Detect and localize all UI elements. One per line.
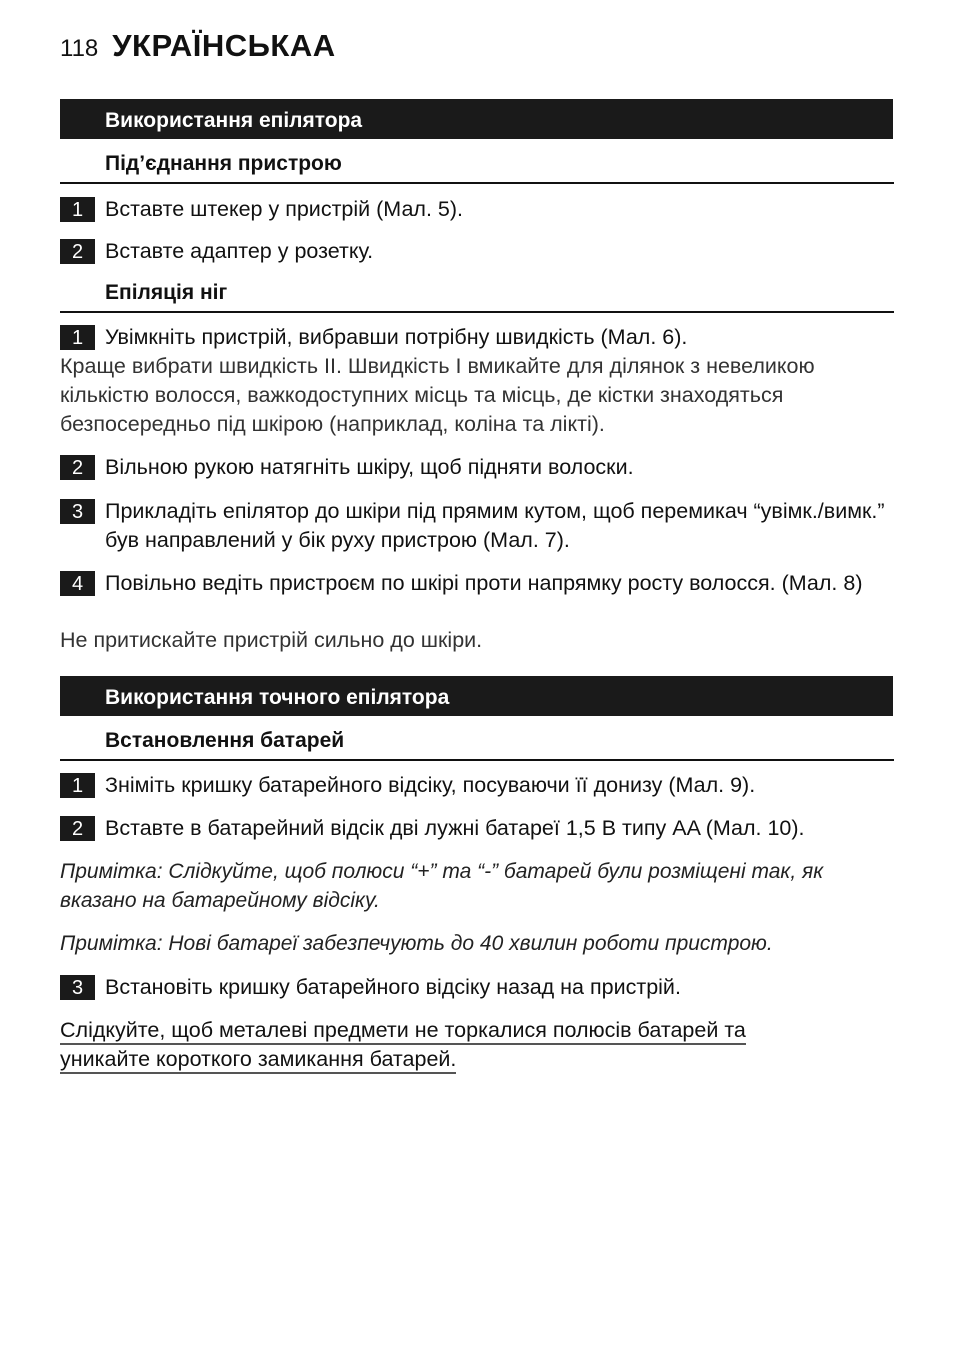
step-battery-1 (60, 771, 894, 800)
step-number: 2 (60, 455, 95, 480)
page-header (60, 28, 336, 64)
subheading-leg-epilation: Епіляція ніг (60, 273, 894, 313)
step-number: 1 (60, 773, 95, 798)
battery-warning (60, 1016, 820, 1074)
step-text: Вставте адаптер у розетку. (105, 239, 374, 263)
subheading-connecting: Під’єднання пристрою (60, 144, 894, 184)
section-bar-epilator: Використання епілятора (60, 99, 893, 139)
step-leg-3 (60, 497, 894, 555)
step-leg-1 (60, 323, 894, 352)
step-connect-1 (60, 195, 894, 224)
speed-advice-paragraph: Краще вибрати швидкість II. Швидкість I вмикайте для ділянок з невеликою кількістю волосся, важкодоступних місць та місць, де кістки знаходяться безпосередньо під шкірою (наприклад, коліна та лікті). (60, 354, 815, 436)
battery-warning-text: Слідкуйте, щоб металеві предмети не торкалися полюсів батарей та уникайте короткого замикання батарей. (60, 1018, 746, 1074)
step-battery-3 (60, 973, 894, 1002)
step-text: Увімкніть пристрій, вибравши потрібну швидкість (Мал. 6). (105, 325, 688, 349)
step-number: 2 (60, 239, 95, 264)
document-title: УКРАЇНСЬКАА (112, 28, 336, 63)
step-text: Зніміть кришку батарейного відсіку, посуваючи її донизу (Мал. 9). (105, 773, 756, 797)
step-connect-2 (60, 237, 894, 266)
step-number: 2 (60, 816, 95, 841)
step-text: Прикладіть епілятор до шкіри під прямим кутом, щоб перемикач “увімк./вимк.” був направлений у бік руху пристрою (Мал. 7). (105, 499, 885, 552)
step-text: Вставте в батарейний відсік дві лужні батареї 1,5 В типу AA (Мал. 10). (105, 816, 805, 840)
pressure-advice-paragraph: Не притискайте пристрій сильно до шкіри. (60, 628, 483, 652)
page-number: 118 (60, 35, 99, 62)
step-text: Вільною рукою натягніть шкіру, щоб підняти волоски. (105, 455, 634, 479)
note-polarity: Примітка: Слідкуйте, щоб полюси “+” та “-” батарей були розміщені так, як вказано на батарейному відсіку. (60, 860, 824, 912)
step-battery-2 (60, 814, 894, 843)
note-battery-life: Примітка: Нові батареї забезпечують до 40 хвилин роботи пристрою. (60, 932, 773, 955)
step-text: Повільно ведіть пристроєм по шкірі проти напрямку росту волосся. (Мал. 8) (105, 571, 863, 595)
step-number: 3 (60, 975, 95, 1000)
step-number: 3 (60, 499, 95, 524)
section-bar-precision-epilator: Використання точного епілятора (60, 676, 893, 716)
subheading-batteries: Встановлення батарей (60, 721, 894, 761)
step-leg-4 (60, 569, 894, 598)
step-number: 4 (60, 571, 95, 596)
step-number: 1 (60, 325, 95, 350)
step-text: Встановіть кришку батарейного відсіку назад на пристрій. (105, 975, 681, 999)
step-leg-2 (60, 453, 894, 482)
step-text: Вставте штекер у пристрій (Мал. 5). (105, 197, 463, 221)
step-number: 1 (60, 197, 95, 222)
